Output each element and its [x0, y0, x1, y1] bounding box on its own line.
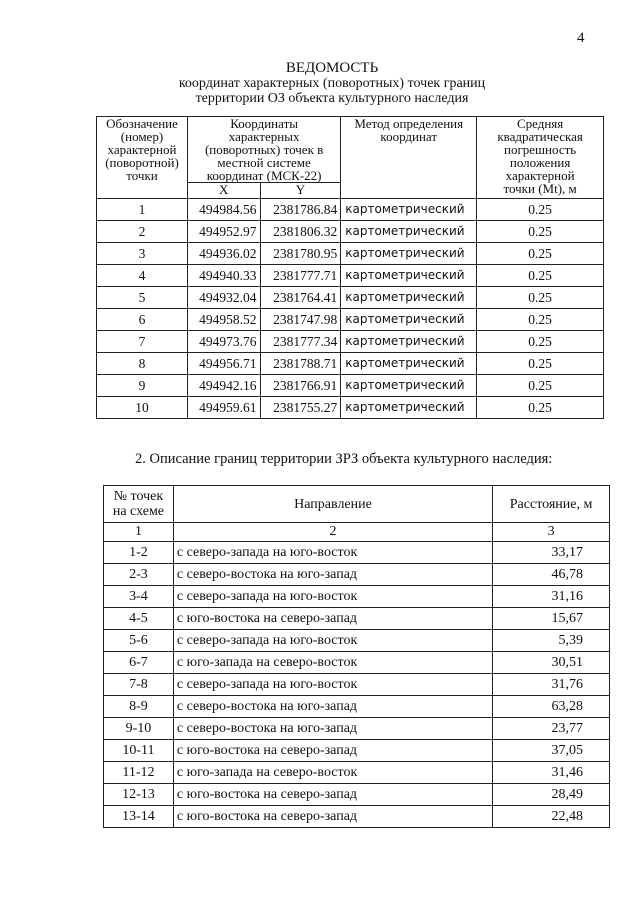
- document-title: [0, 60, 640, 106]
- segment-distance: 31,46: [493, 762, 610, 784]
- segment-number: 11-12: [104, 762, 174, 784]
- header-line: точки: [126, 168, 158, 183]
- segment-number: 10-11: [104, 740, 174, 762]
- segment-direction: с северо-запада на юго-восток: [173, 630, 492, 652]
- x-coordinate: 494932.04: [187, 287, 260, 309]
- segment-number: 6-7: [104, 652, 174, 674]
- segment-distance: 15,67: [493, 608, 610, 630]
- boundary-description-table: [103, 485, 610, 828]
- header-line: характерной: [505, 168, 575, 183]
- header-designation: [97, 117, 188, 199]
- segment-direction: с северо-востока на юго-запад: [173, 718, 492, 740]
- point-number: 1: [97, 199, 188, 221]
- header-line: (поворотной): [105, 155, 179, 170]
- table-row: [97, 265, 604, 287]
- header-method: [341, 117, 477, 199]
- header-distance: Расстояние, м: [493, 486, 610, 523]
- point-number: 8: [97, 353, 188, 375]
- method: картометрический: [341, 397, 477, 419]
- y-coordinate: 2381786.84: [260, 199, 341, 221]
- section-2-heading: 2. Описание границ территории ЗРЗ объекта культурного наследия:: [135, 451, 553, 467]
- segment-direction: с юго-запада на северо-восток: [173, 652, 492, 674]
- segment-number: 12-13: [104, 784, 174, 806]
- method: картометрический: [341, 375, 477, 397]
- table-row: [97, 331, 604, 353]
- mt-value: 0.25: [477, 375, 604, 397]
- mt-value: 0.25: [477, 199, 604, 221]
- column-number: 2: [173, 523, 492, 542]
- header-coordinates: [187, 117, 340, 183]
- segment-number: 8-9: [104, 696, 174, 718]
- point-number: 4: [97, 265, 188, 287]
- y-coordinate: 2381747.98: [260, 309, 341, 331]
- table-row: [97, 309, 604, 331]
- segment-distance: 31,16: [493, 586, 610, 608]
- table-row: [97, 375, 604, 397]
- header-line: Обозначение: [106, 116, 178, 131]
- x-coordinate: 494936.02: [187, 243, 260, 265]
- table-row: [104, 586, 610, 608]
- x-coordinate: 494984.56: [187, 199, 260, 221]
- header-line: на схеме: [112, 504, 165, 519]
- y-coordinate: 2381755.27: [260, 397, 341, 419]
- header-line: точки (Mt), м: [503, 181, 577, 196]
- segment-number: 7-8: [104, 674, 174, 696]
- table-row: [97, 221, 604, 243]
- point-number: 9: [97, 375, 188, 397]
- segment-direction: с северо-запада на юго-восток: [173, 586, 492, 608]
- method: картометрический: [341, 221, 477, 243]
- y-coordinate: 2381777.34: [260, 331, 341, 353]
- point-number: 6: [97, 309, 188, 331]
- header-x: X: [187, 183, 260, 199]
- header-line: положения: [509, 155, 571, 170]
- segment-number: 1-2: [104, 542, 174, 564]
- table-row: [104, 630, 610, 652]
- method: картометрический: [341, 243, 477, 265]
- y-coordinate: 2381780.95: [260, 243, 341, 265]
- segment-distance: 37,05: [493, 740, 610, 762]
- mt-value: 0.25: [477, 353, 604, 375]
- header-line: Метод определения: [354, 116, 464, 131]
- point-number: 5: [97, 287, 188, 309]
- segment-distance: 33,17: [493, 542, 610, 564]
- mt-value: 0.25: [477, 243, 604, 265]
- method: картометрический: [341, 309, 477, 331]
- segment-number: 5-6: [104, 630, 174, 652]
- table-row: [97, 287, 604, 309]
- mt-value: 0.25: [477, 397, 604, 419]
- segment-number: 2-3: [104, 564, 174, 586]
- x-coordinate: 494952.97: [187, 221, 260, 243]
- segment-direction: с северо-востока на юго-запад: [173, 564, 492, 586]
- table-row: [104, 564, 610, 586]
- table-row: [97, 353, 604, 375]
- segment-direction: с северо-запада на юго-восток: [173, 542, 492, 564]
- segment-number: 9-10: [104, 718, 174, 740]
- header-line: (поворотных) точек в: [204, 142, 324, 157]
- segment-distance: 5,39: [493, 630, 610, 652]
- table-row: [104, 784, 610, 806]
- segment-distance: 46,78: [493, 564, 610, 586]
- segment-direction: с юго-запада на северо-восток: [173, 762, 492, 784]
- table-row: [104, 762, 610, 784]
- mt-value: 0.25: [477, 221, 604, 243]
- column-number: 1: [104, 523, 174, 542]
- segment-distance: 31,76: [493, 674, 610, 696]
- table-row: [104, 608, 610, 630]
- page-number: 4: [577, 30, 585, 46]
- coordinates-table: [96, 116, 604, 419]
- header-line: координат: [380, 129, 438, 144]
- column-number-row: [104, 523, 610, 542]
- x-coordinate: 494959.61: [187, 397, 260, 419]
- header-direction: Направление: [173, 486, 492, 523]
- header-error: [477, 117, 604, 199]
- segment-distance: 63,28: [493, 696, 610, 718]
- header-line: характерных: [228, 129, 300, 144]
- point-number: 7: [97, 331, 188, 353]
- header-line: Координаты: [230, 116, 298, 131]
- method: картометрический: [341, 353, 477, 375]
- method: картометрический: [341, 287, 477, 309]
- header-line: координат (МСК-22): [206, 168, 322, 183]
- segment-direction: с юго-востока на северо-запад: [173, 784, 492, 806]
- header-point-numbers: [104, 486, 174, 523]
- segment-direction: с юго-востока на северо-запад: [173, 806, 492, 828]
- y-coordinate: 2381788.71: [260, 353, 341, 375]
- segment-distance: 23,77: [493, 718, 610, 740]
- segment-number: 3-4: [104, 586, 174, 608]
- method: картометрический: [341, 199, 477, 221]
- x-coordinate: 494940.33: [187, 265, 260, 287]
- segment-distance: 28,49: [493, 784, 610, 806]
- title-line-2: территории ОЗ объекта культурного наследия: [195, 91, 469, 106]
- title-main: ВЕДОМОСТЬ: [285, 60, 379, 76]
- table-row: [104, 806, 610, 828]
- segment-number: 13-14: [104, 806, 174, 828]
- point-number: 3: [97, 243, 188, 265]
- table-row: [97, 397, 604, 419]
- mt-value: 0.25: [477, 265, 604, 287]
- segment-distance: 30,51: [493, 652, 610, 674]
- table-row: [104, 674, 610, 696]
- header-line: погрешность: [503, 142, 577, 157]
- header-line: местной системе: [217, 155, 311, 170]
- x-coordinate: 494958.52: [187, 309, 260, 331]
- mt-value: 0.25: [477, 331, 604, 353]
- method: картометрический: [341, 331, 477, 353]
- header-line: квадратическая: [497, 129, 583, 144]
- method: картометрический: [341, 265, 477, 287]
- y-coordinate: 2381806.32: [260, 221, 341, 243]
- table-row: [104, 542, 610, 564]
- y-coordinate: 2381777.71: [260, 265, 341, 287]
- segment-direction: с северо-востока на юго-запад: [173, 696, 492, 718]
- x-coordinate: 494956.71: [187, 353, 260, 375]
- table-row: [104, 696, 610, 718]
- y-coordinate: 2381764.41: [260, 287, 341, 309]
- segment-distance: 22,48: [493, 806, 610, 828]
- header-y: Y: [260, 183, 341, 199]
- header-line: (номер): [120, 129, 164, 144]
- segment-direction: с юго-востока на северо-запад: [173, 608, 492, 630]
- mt-value: 0.25: [477, 309, 604, 331]
- table-row: [104, 652, 610, 674]
- point-number: 2: [97, 221, 188, 243]
- table-row: [97, 199, 604, 221]
- table-row: [104, 740, 610, 762]
- segment-direction: с юго-востока на северо-запад: [173, 740, 492, 762]
- header-line: № точек: [113, 489, 164, 504]
- table-row: [104, 718, 610, 740]
- table-row: [97, 243, 604, 265]
- segment-direction: с северо-запада на юго-восток: [173, 674, 492, 696]
- segment-number: 4-5: [104, 608, 174, 630]
- column-number: 3: [493, 523, 610, 542]
- mt-value: 0.25: [477, 287, 604, 309]
- header-line: Средняя: [516, 116, 564, 131]
- title-line-1: координат характерных (поворотных) точек границ: [178, 76, 486, 91]
- header-line: характерной: [107, 142, 177, 157]
- x-coordinate: 494973.76: [187, 331, 260, 353]
- point-number: 10: [97, 397, 188, 419]
- y-coordinate: 2381766.91: [260, 375, 341, 397]
- x-coordinate: 494942.16: [187, 375, 260, 397]
